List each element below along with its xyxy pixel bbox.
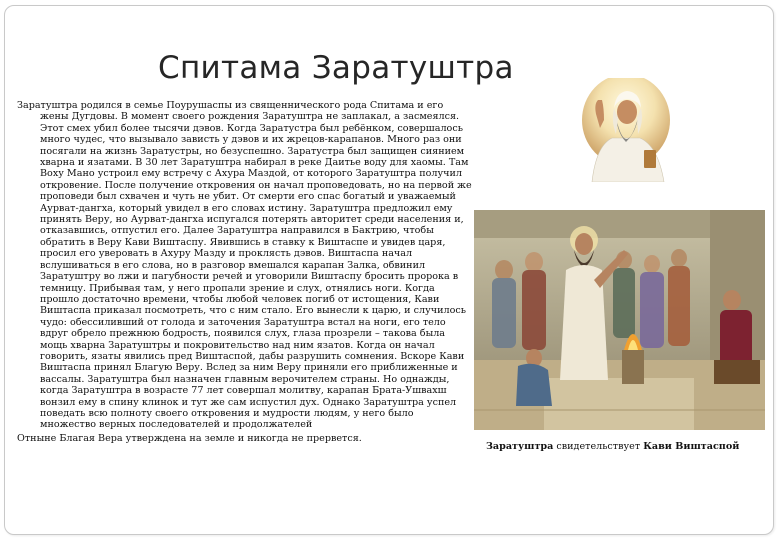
vishtaspa-court-scene-image bbox=[474, 210, 765, 430]
closing-line: Отныне Благая Вера утверждена на земле и никогда не прервется. bbox=[17, 432, 362, 444]
caption-name-zarathustra: Заратуштра bbox=[486, 441, 554, 452]
zarathustra-portrait-image bbox=[578, 78, 674, 182]
body-text bbox=[17, 100, 472, 444]
slide-title: Спитама Заратуштра bbox=[158, 50, 514, 86]
image-caption bbox=[486, 441, 766, 452]
biography-paragraph: Заратуштра родился в семье Поурушаспы из священнического рода Спитама и его жены Дугдовы. В момент своего рождения Заратуштра не заплакал, а засмеялся. Этот смех убил более тысячи дэвов. Когда Заратустра был ребёнком, совершалось много чудес, что вызывало зависть у дэвов и их жрецов-карапанов. Много раз они посягали на жизнь Заратустры, но безуспешно. Заратустра был защищен сиянием хварна и язатами. В 30 лет Заратуштра набирал в реке Даитье воду для хаомы. Там Воху Мано устроил ему встречу с Ахура Маздой, от которого Заратуштра получил откровение. После получение откровения он начал проповедовать, но на первой же проповеди был схвачен и чуть не убит. От смерти его спас богатый и уважаемый Аурват-дангха, который увидел в его словах истину. Заратуштра предложил ему принять Веру, но Аурват-дангха испугался потерять авторитет среди населения и, отказавшись, отпустил его. Далее Заратуштра направился в Бактрию, чтобы обратить в Веру Кави Виштаспу. Явившись в ставку к Виштаспе и увидев царя, просил его уверовать в Ахуру Мазду и проклясть дэвов. Виштаспа начал вслушиваться в его слова, но в разговор вмешался карапан Залка, обвинил Заратуштру во лжи и пагубности речей и уговорили Виштаспу бросить пророка в темницу. Прибывая там, у него пропали зрение и слух, отнялись ноги. Когда прошло достаточно времени, чтобы любой человек погиб от истощения, Кави Виштаспа приказал посмотреть, что с ним стало. Его вынесли к царю, и случилось чудо: обессиливший от голода и заточения Заратуштра встал на ноги, его тело вдруг обрело прежнюю бодрость, появился слух, глаза прозрели – такова была мощь хварна Заратуштры и покровительство над ним язатов. Когда он начал говорить, язаты явились пред Виштаспой, дабы разрушить сомнения. Вскоре Кави Виштаспа принял Благую Веру. Вслед за ним Веру приняли его приближенные и вассалы. Заратуштра был назначен главным верочителем страны. Но однажды, когда Заратуштра в возрасте 77 лет совершал молитву, карапан Брата-Ушвахш вонзил ему в спину клинок и тут же сам испустил дух. Однако Заратуштра успел поведать всю полноту своего откровения и мудрости людям, у него было множество верных последователей и продолжателей bbox=[17, 100, 472, 431]
caption-name-vishtaspa: Кави Виштаспой bbox=[643, 441, 740, 452]
caption-middle-text: свидетельствует bbox=[553, 441, 644, 452]
